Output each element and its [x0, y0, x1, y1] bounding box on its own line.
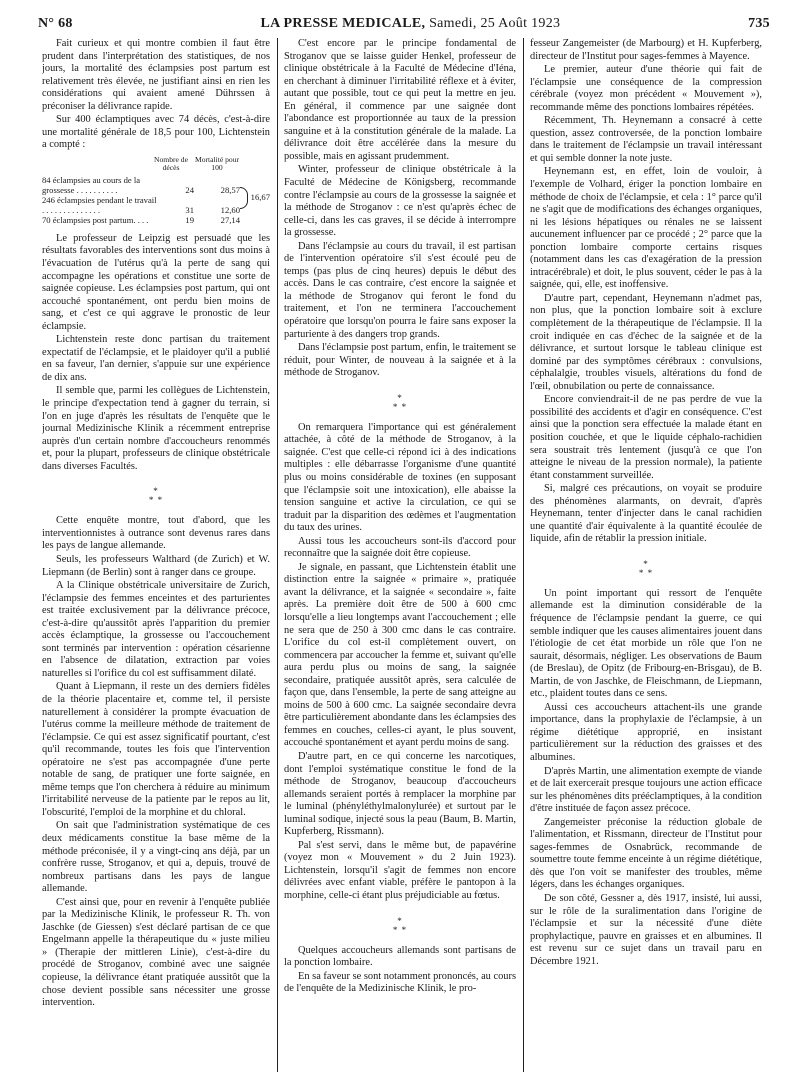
- row-deaths: 19: [185, 214, 194, 225]
- table-row: [42, 215, 240, 225]
- paragraph: fesseur Zangemeister (de Marbourg) et H. Kupferberg, directeur de l'Institut pour sages-femmes à Mayence.: [530, 38, 762, 62]
- separator-stars: * *: [638, 567, 654, 578]
- row-mortality: 28,57: [220, 184, 240, 195]
- header-deaths: Nombre de décès: [154, 154, 188, 173]
- header-spacer: [240, 156, 270, 173]
- paragraph: Quant à Liepmann, il reste un des derniers fidèles de la théorie placentaire et, comme tel, il persiste naturellement à considérer la prompte évacuation de l'utérus comme la meilleure méthode de traitement de l'éclampsie. Ce qui est assez significatif pourtant, c'est qu'il recommande, toutes les fois que l'intervention opératoire ne s'est pas accompagnée d'une perte notable de sang, de pratiquer une forte saignée, en même temps que l'on cherchera à réduire au minimum l'irritabilité nerveuse de la patiente par le repos au lit, l'obscurité, l'emploi de la morphine et du chloral.: [42, 681, 270, 818]
- row-deaths: 24: [185, 184, 194, 195]
- paragraph: C'est encore par le principe fondamental de Stroganov que se laisse guider Henkel, professeur de clinique obstétricale à la Faculté de Médecine d'Iéna, en cherchant à diminuer l'irritabilité réflexe et à éviter, autant que possible, tout ce qui peut la mettre en jeu. En général, il commence par une saignée dont l'abondance est proportionnée au taux de la pression sanguine et à la constitution générale de la malade. La délivrance doit être accélérée dans la mesure du possible, mais en agissant prudemment.: [284, 38, 516, 162]
- total-mortality: 16,67: [250, 191, 270, 202]
- separator-stars: * *: [392, 401, 408, 412]
- row-mortality: 27,14: [220, 214, 240, 225]
- column-rule-2: [523, 38, 524, 1072]
- column-1: [42, 38, 270, 1078]
- issue-date: Samedi, 25 Août 1923: [425, 16, 561, 31]
- paragraph: Heynemann est, en effet, loin de vouloir, à l'exemple de Volhard, ériger la ponction lombaire en méthode de choix de l'éclampsie, et cela : 1° parce qu'il ne s'agit que de modifications des échanges organiques, ni les lésions hépatiques ou rénales ne se laissent aucunement influencer par ce procédé ; 2° parce que la ponction lombaire comporte certains risques (notamment dans les cas d'exagération de la pression intracérébrale) et doit, le plus souvent, céder le pas à la saignée, qui, elle, est inoffensive.: [530, 166, 762, 291]
- paragraph: Zangemeister préconise la réduction globale de l'alimentation, et Rissmann, directeur de l'Institut pour sages-femmes de Osnabrück, recommande de soumettre toute femme enceinte à un régime diététique, dès que l'on voit se manifester des troubles, même légers, dans les échanges organiques.: [530, 816, 762, 891]
- row-label: 84 éclampsies au cours de la grossesse . . . . . . . . . .: [42, 174, 141, 195]
- page-header: [38, 16, 770, 36]
- paragraph: On sait que l'administration systématique de ces deux médicaments constitue la base même de la méthode préconisée, il y a vingt-cinq ans déjà, par un confrère russe, Stroganov, et qui a, depuis, trouvé de nombreux partisans dans les pays de langue allemande.: [42, 820, 270, 895]
- row-label: 246 éclampsies pendant le travail . . . . . . . . . . . . . .: [42, 194, 157, 215]
- paragraph: Aussi ces accoucheurs attachent-ils une grande importance, dans la prophylaxie de l'éclampsie, à un régime diététique approprié, en insistant particulièrement sur la réduction des graisses et des albumines.: [530, 701, 762, 763]
- table-row: [42, 175, 240, 195]
- paragraph: Le premier, auteur d'une théorie qui fait de l'éclampsie une conséquence de la compression cérébrale (voyez mon précédent « Mouvement »), recommande même des ponctions lombaires répétées.: [530, 64, 762, 113]
- paragraph: Si, malgré ces précautions, on voyait se produire des phénomènes alarmants, on devrait, d'après Heynemann, tenter d'injecter dans le canal rachidien une quantité d'air équivalente à la quantité écoulée de liquide, afin de rétablir la pression initiale.: [530, 483, 762, 545]
- paragraph: Encore conviendrait-il de ne pas perdre de vue la possibilité des accidents et d'agir en conséquence. C'est ainsi que la ponction sera effectuée la malade étant en position couchée, et que le liquide céphalo-rachidien sera soustrait très lentement (jusqu'à ce que l'on atteigne le niveau de la pression normale), la patiente étant constamment surveillée.: [530, 394, 762, 481]
- journal-name: LA PRESSE MEDICALE,: [260, 16, 426, 31]
- section-separator: [284, 917, 516, 935]
- paragraph: D'autre part, en ce qui concerne les narcotiques, dont l'emploi systématique constitue le fond de la méthode de Stroganov, beaucoup d'accoucheurs allemands seraient portés à remplacer la morphine par le luminal (phényléthylmalonylurée) et surtout par le luminal sodique, injecté sous la peau (Baum, B. Martin, Kupferberg, Rissmann).: [284, 750, 516, 838]
- paragraph: Lichtenstein reste donc partisan du traitement expectatif de l'éclampsie, et le plaidoyer qu'il a publié en sa faveur, l'an dernier, s'appuie sur une expérience de dix ans.: [42, 334, 270, 383]
- issue-number: N° 68: [38, 16, 73, 31]
- column-3: [530, 38, 762, 1078]
- paragraph: On remarquera l'importance qui est généralement attachée, à côté de la méthode de Stroganov, à la saignée. C'est que celle-ci répond ici à des indications multiples : elle débarrasse l'organisme d'une quantité plus ou moins considérable de toxines (en supposant que l'éclampsie soit une intoxication), elle abaisse la tension sanguine et active la circulation, ce qui se traduit par la disparition des œdèmes et l'augmentation du taux des urines.: [284, 421, 516, 534]
- paragraph: Je signale, en passant, que Lichtenstein établit une distinction entre la saignée « primaire », pratiquée avant la délivrance, et la saignée « secondaire », faite après. La première doit être de 500 à 600 cmc lorsqu'elle a lieu longtemps avant l'accouchement ; elle ne sera que de 250 à 300 cmc dans le cas contraire. L'orifice du col est-il complètement ouvert, on commencera par accoucher la femme et, suivant qu'elle aura perdu plus ou moins de sang, la saignée secondaire, pratiquée aussitôt après, sera calculée de façon que, dans l'ensemble, la perte de sang atteigne au moins de 500 à 600 cmc. La saignée secondaire devra être particulièrement abondante dans les éclampsies des femmes en couches, celles-ci ayant, le plus souvent, accouché spontanément et ayant perdu moins de sang.: [284, 561, 516, 749]
- paragraph: Pal s'est servi, dans le même but, de papavérine (voyez mon « Mouvement » du 2 Juin 1923). Lichtenstein, lorsqu'il s'agit de femmes non encore délivrées avec enfant viable, préfère le pantopon à la morphine, celle-ci étant plus préjudiciable au fœtus.: [284, 839, 516, 901]
- separator-star-top: *: [643, 558, 649, 569]
- column-rule-1: [277, 38, 278, 1072]
- paragraph: De son côté, Gessner a, dès 1917, insisté, lui aussi, sur le rôle de la suralimentation dans l'origine de l'éclampsie et sur la nécessité d'une diète prophylactique, pauvre en graisses et en albumines. Il est revenu sur ce sujet dans un travail paru en Décembre 1921.: [530, 893, 762, 967]
- paragraph: Il semble que, parmi les collègues de Lichtenstein, le principe d'expectation tend à gagner du terrain, si l'on en juge d'après les résultats de l'enquête que le journal Medizinische Klinik a récemment entreprise auprès d'un certain nombre d'accoucheurs renommés et, pour la plupart, professeurs de clinique obstétricale dans diverses Facultés.: [42, 385, 270, 472]
- row-deaths: 31: [185, 204, 194, 215]
- paragraph: Cette enquête montre, tout d'abord, que les interventionnistes à outrance sont devenus rares dans les pays de langue allemande.: [42, 515, 270, 552]
- column-2: [284, 38, 516, 1078]
- table-row: [42, 195, 240, 215]
- paragraph: Le professeur de Leipzig est persuadé que les résultats favorables des interventions sont dus moins à l'évacuation de l'utérus qu'à la perte de sang qui accompagne les opérations et constitue une sorte de saignée copieuse. Les éclampsies post partum, qui ont accouché spontanément, ont perdu bien moins de sang, et c'est ce qui aggrave le pronostic de leur éclampsie.: [42, 232, 270, 332]
- paragraph: Sur 400 éclamptiques avec 74 décès, c'est-à-dire une mortalité générale de 18,5 pour 100, Lichtenstein a compté :: [42, 114, 270, 151]
- row-label: 70 éclampsies post partum. . . .: [42, 214, 149, 225]
- table-header: [42, 156, 270, 173]
- mortality-table: [42, 156, 270, 225]
- paragraph: Winter, professeur de clinique obstétricale à la Faculté de Médecine de Königsberg, recommande contre l'éclampsie au cours de la grossesse la saignée et la méthode de Stroganov : ce n'est qu'après échec de celle-ci, dans les cas graves, il se décide à interrompre la grossesse.: [284, 164, 516, 239]
- section-separator: [42, 487, 270, 505]
- paragraph: D'après Martin, une alimentation exempte de viande et de lait exercerait presque toujours une action efficace sur les phénomènes dits prééclamptiques, à la condition d'être instituée de façon assez précoce.: [530, 765, 762, 815]
- page-number: 735: [748, 16, 770, 31]
- section-separator: [284, 394, 516, 412]
- paragraph: A la Clinique obstétricale universitaire de Zurich, l'éclampsie des femmes enceintes et des parturientes est traitée exclusivement par la délivrance précoce, c'est-à-dire qu'aussitôt après l'apparition du premier accès éclamptique, la grossesse ou l'accouchement sont terminés par intervention : opération césarienne en l'absence de dilatation, extraction par voies naturelles si l'orifice du col est suffisamment dilaté.: [42, 580, 270, 679]
- paragraph: C'est ainsi que, pour en revenir à l'enquête publiée par la Medizinische Klinik, le professeur R. Th. von Jaschke (de Giessen) s'est déclaré partisan de ce que Engelmann appelle la thérapeutique du « juste milieu » (Therapie der mittleren Linie), c'est-à-dire du procédé de Stroganov, combiné avec une saignée copieuse, la délivrance étant pratiquée aussitôt que la chose devient possible sans nécessiter une grosse intervention.: [42, 896, 270, 1009]
- table-body: [42, 175, 270, 225]
- paragraph: Dans l'éclampsie au cours du travail, il est partisan de l'intervention opératoire s'il s'est écoulé peu de temps (pas plus de cinq heures) depuis le début des accès. Dans le cas contraire, c'est encore la saignée et la méthode de Stroganov qui feront le fond du traitement, et l'on ne terminera l'accouchement opératoire que lorsqu'on pourra le faire sans exposer la parturiente à des dangers trop grands.: [284, 240, 516, 340]
- paragraph: Un point important qui ressort de l'enquête allemande est la diminution considérable de la fréquence de l'éclampsie pendant la guerre, ce qui semble indiquer que les causes alimentaires jouent dans l'étiologie de cet état morbide un rôle que l'on ne saurait, désormais, négliger. Les observations de Baum (de Breslau), de Opitz (de Fribourg-en-Brisgau), de B. Martin, de von Jaschke, de Fleischmann, de Liepmann, etc., plaident toutes dans ce sens.: [530, 587, 762, 700]
- separator-stars: * *: [392, 924, 408, 935]
- separator-star-top: *: [397, 915, 403, 926]
- row-mortality: 12,60: [220, 204, 240, 215]
- header-mortality: Mortalité pour 100: [194, 154, 240, 173]
- paragraph: Aussi tous les accoucheurs sont-ils d'accord pour reconnaître que la saignée doit être copieuse.: [284, 535, 516, 560]
- separator-star-top: *: [153, 486, 159, 497]
- section-separator: [530, 560, 762, 578]
- brace-icon: [240, 187, 248, 209]
- paragraph: Quelques accoucheurs allemands sont partisans de la ponction lombaire.: [284, 944, 516, 969]
- separator-stars: * *: [148, 495, 164, 506]
- paragraph: En sa faveur se sont notamment prononcés, au cours de l'enquête de la Medizinische Klinik, le pro-: [284, 970, 516, 995]
- paragraph: Récemment, Th. Heynemann a consacré à cette question, assez controversée, de la ponction lombaire dans le traitement de l'éclampsie un travail intéressant et qui semble donner la note juste.: [530, 115, 762, 164]
- paragraph: Dans l'éclampsie post partum, enfin, le traitement se réduit, pour Winter, de nouveau à la saignée et à la méthode de Stroganov.: [284, 342, 516, 379]
- paragraph: Fait curieux et qui montre combien il faut être prudent dans l'interprétation des statistiques, de nos jours, la mortalité des éclampsies post partum est relativement très élevée, ne justifiant ainsi en rien les considérations qui avaient amené Dührssen à préconiser la délivrance rapide.: [42, 38, 270, 112]
- journal-title: [260, 16, 560, 32]
- paragraph: Seuls, les professeurs Walthard (de Zurich) et W. Liepmann (de Berlin) sont à ranger dans ce groupe.: [42, 553, 270, 578]
- separator-star-top: *: [397, 392, 403, 403]
- paragraph: D'autre part, cependant, Heynemann n'admet pas, non plus, que la ponction lombaire soit à exclure complètement de la thérapeutique de l'éclampsie. Il la croit indiquée en cas d'échec de la saignée et de la délivrance, et surtout lorsque le tableau clinique est dominé par des symptômes cérébraux : convulsions, céphalalgie, troubles visuels, altérations du fond de l'œil, obnubilation ou perte de connaissance.: [530, 292, 762, 392]
